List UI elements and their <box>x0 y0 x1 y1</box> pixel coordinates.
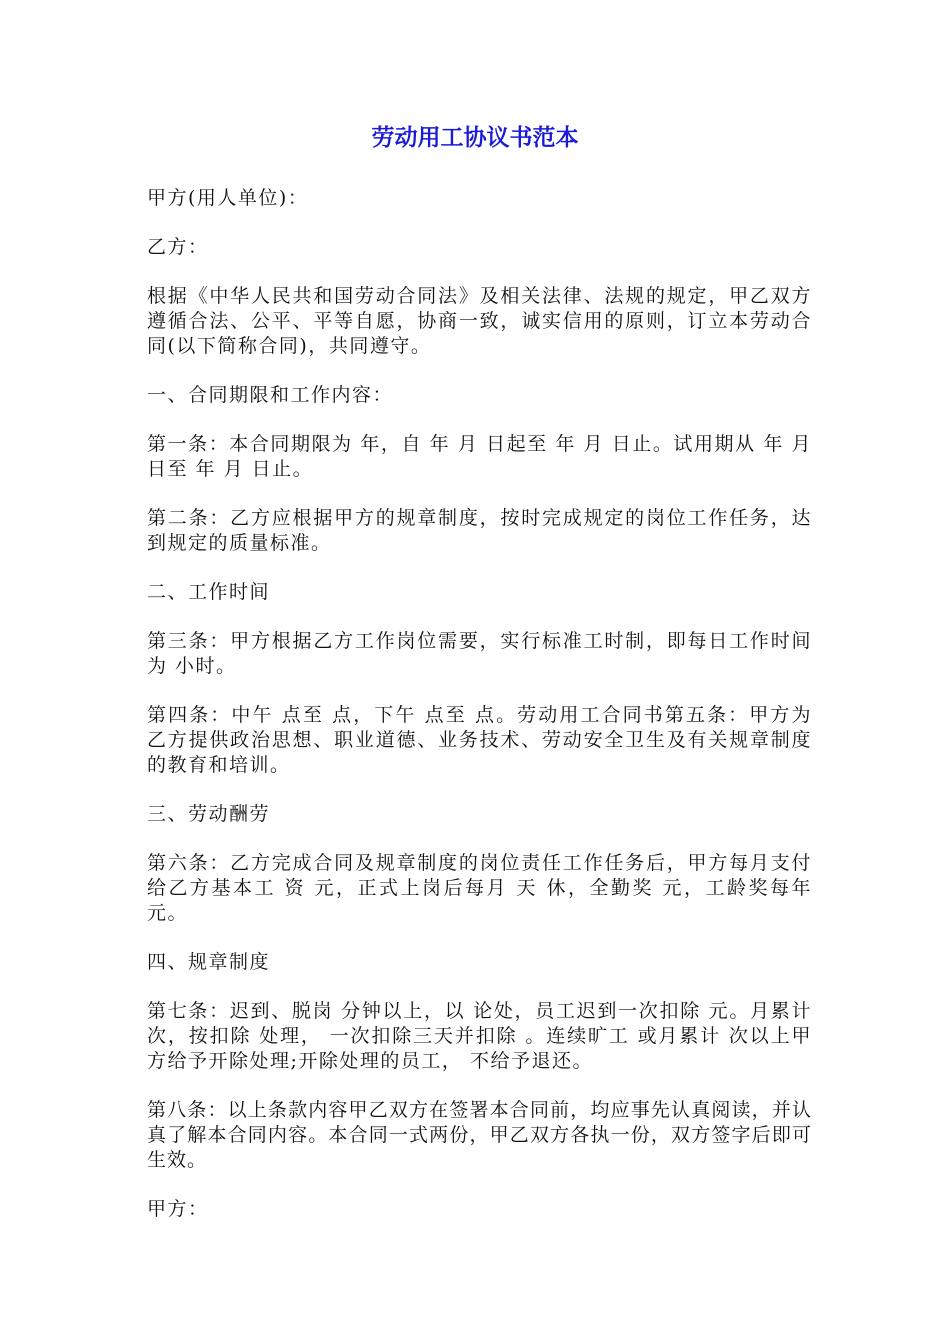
article-4: 第四条：中午 点至 点，下午 点至 点。劳动用工合同书第五条：甲方为乙方提供政治思想、职业道德、业务技术、劳动安全卫生及有关规章制度的教育和培训。 <box>147 704 812 776</box>
article-3: 第三条：甲方根据乙方工作岗位需要，实行标准工时制，即每日工作时间为 小时。 <box>147 630 812 677</box>
article-7: 第七条：迟到、脱岗 分钟以上，以 论处，员工迟到一次扣除 元。月累计 次，按扣除 处理， 一次扣除三天并扣除 。连续旷工 或月累计 次以上甲方给予开除处理;开除处理的员工， 不给予退还。 <box>147 1000 812 1072</box>
section-heading-hours: 二、工作时间 <box>147 581 271 603</box>
preamble-paragraph: 根据《中华人民共和国劳动合同法》及相关法律、法规的规定，甲乙双方遵循合法、公平、平等自愿，协商一致，诚实信用的原则，订立本劳动合同(以下简称合同)，共同遵守。 <box>147 285 812 357</box>
section-heading-term: 一、合同期限和工作内容： <box>147 384 394 406</box>
party-a-label: 甲方(用人单位)： <box>147 187 309 209</box>
article-8: 第八条：以上条款内容甲乙双方在签署本合同前，均应事先认真阅读，并认真了解本合同内容。本合同一式两份，甲乙双方各执一份，双方签字后即可生效。 <box>147 1099 812 1171</box>
article-6: 第六条：乙方完成合同及规章制度的岗位责任工作任务后，甲方每月支付给乙方基本工 资 元，正式上岗后每月 天 休，全勤奖 元，工龄奖每年 元。 <box>147 852 812 924</box>
document-body <box>147 186 812 1246</box>
article-2: 第二条：乙方应根据甲方的规章制度，按时完成规定的岗位工作任务，达到规定的质量标准。 <box>147 507 812 554</box>
article-1: 第一条：本合同期限为 年，自 年 月 日起至 年 月 日止。试用期从 年 月 日至 年 月 日止。 <box>147 433 812 480</box>
section-heading-pay: 三、劳动酬劳 <box>147 803 271 825</box>
section-heading-rules: 四、规章制度 <box>147 951 271 973</box>
party-b-label: 乙方： <box>147 236 209 258</box>
document-title: 劳动用工协议书范本 <box>371 125 579 151</box>
party-a-signature-label: 甲方： <box>147 1198 209 1220</box>
